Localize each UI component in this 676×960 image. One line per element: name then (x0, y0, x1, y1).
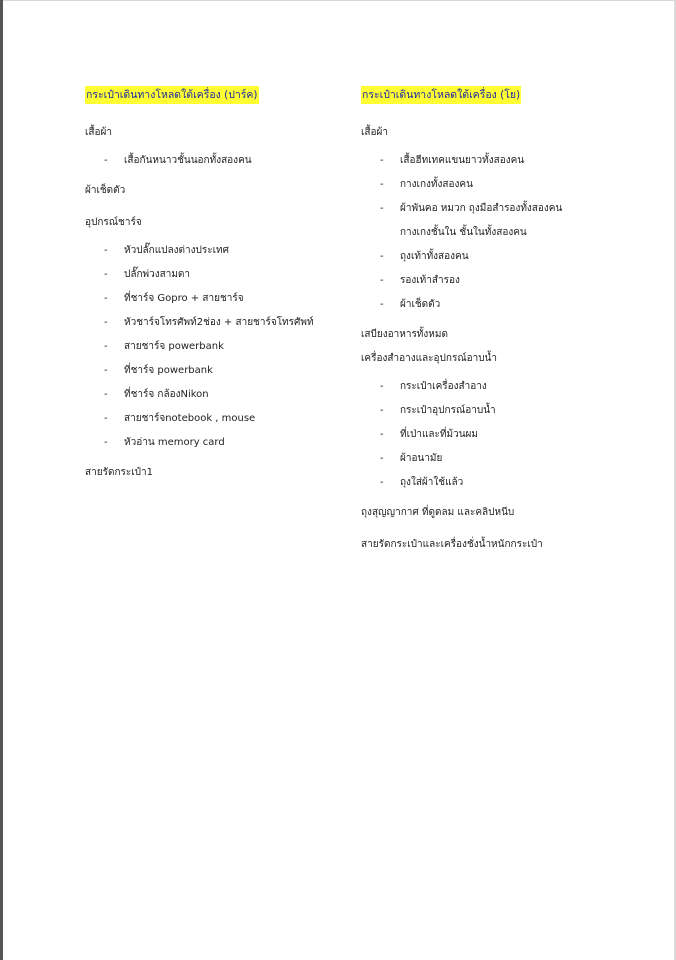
left-clothes-list (85, 149, 335, 173)
list-item: - หัวชาร์จโทรศัพท์2ช่อง + สายชาร์จโทรศัพท์ (85, 311, 335, 335)
list-bullet: - (380, 381, 384, 392)
left-section-clothes-title: เสื้อผ้า (85, 127, 113, 138)
list-bullet: - (380, 299, 384, 310)
list-bullet: - (104, 341, 108, 352)
left-section-chargers-title: อุปกรณ์ชาร์จ (85, 217, 142, 228)
list-item: - ที่ชาร์จ Gopro + สายชาร์จ (85, 287, 335, 311)
list-bullet: - (104, 245, 108, 256)
list-bullet: - (380, 203, 384, 214)
list-bullet: - (104, 437, 108, 448)
page-top-border (0, 0, 676, 1)
list-item-continuation: กางเกงชั้นใน ชั้นในทั้งสองคน (400, 227, 527, 238)
left-section-strap-title: สายรัดกระเป๋า1 (85, 467, 153, 478)
list-bullet: - (380, 429, 384, 440)
right-clothes-list (361, 149, 661, 317)
list-item: - สายชาร์จnotebook , mouse (85, 407, 335, 431)
list-item: - รองเท้าสำรอง (361, 269, 661, 293)
list-item: - ผ้าพันคอ หมวก ถุงมือสำรองทั้งสองคน (361, 197, 661, 221)
list-item: - หัวปลั๊กแปลงต่างประเทศ (85, 239, 335, 263)
list-bullet: - (380, 251, 384, 262)
list-bullet: - (380, 453, 384, 464)
list-item: - ที่เป่าและที่ม้วนผม (361, 423, 661, 447)
right-section-vacuum-bags-title: ถุงสุญญากาศ ที่ดูดลม และคลิปหนีบ (361, 507, 515, 518)
list-bullet: - (104, 293, 108, 304)
list-bullet: - (104, 155, 108, 166)
page-left-border (0, 0, 3, 960)
list-item: - ปลั๊กพ่วงสามตา (85, 263, 335, 287)
list-bullet: - (104, 413, 108, 424)
list-item: - ผ้าอนามัย (361, 447, 661, 471)
list-item: - ที่ชาร์จ กล้องNikon (85, 383, 335, 407)
list-bullet: - (380, 405, 384, 416)
left-chargers-list (85, 239, 335, 455)
list-bullet: - (380, 477, 384, 488)
list-bullet: - (380, 275, 384, 286)
left-heading: กระเป๋าเดินทางโหลดใต้เครื่อง (ปาร์ค) (85, 86, 259, 104)
list-item: - เสื้อฮีทเทคแขนยาวทั้งสองคน (361, 149, 661, 173)
list-item: - ผ้าเช็ดตัว (361, 293, 661, 317)
list-item: - กระเป๋าเครื่องสำอาง (361, 375, 661, 399)
list-item: - เสื้อกันหนาวชั้นนอกทั้งสองคน (85, 149, 335, 173)
list-bullet: - (104, 365, 108, 376)
list-item: - ถุงใส่ผ้าใช้แล้ว (361, 471, 661, 495)
right-section-food-title: เสบียงอาหารทั้งหมด (361, 329, 448, 340)
list-item: - ถุงเท้าทั้งสองคน (361, 245, 661, 269)
list-item: - กางเกงทั้งสองคน (361, 173, 661, 197)
right-toiletries-list (361, 375, 661, 495)
right-section-clothes-title: เสื้อผ้า (361, 127, 389, 138)
list-item: - ที่ชาร์จ powerbank (85, 359, 335, 383)
left-section-towel-title: ผ้าเช็ดตัว (85, 185, 126, 196)
left-column (85, 83, 335, 485)
right-column (361, 83, 661, 557)
list-item: - กระเป๋าอุปกรณ์อาบน้ำ (361, 399, 661, 423)
list-item: - สายชาร์จ powerbank (85, 335, 335, 359)
list-item: - หัวอ่าน memory card (85, 431, 335, 455)
right-section-toiletries-title: เครื่องสำอางและอุปกรณ์อาบน้ำ (361, 353, 498, 364)
list-bullet: - (104, 317, 108, 328)
list-bullet: - (104, 389, 108, 400)
list-bullet: - (104, 269, 108, 280)
right-heading: กระเป๋าเดินทางโหลดใต้เครื่อง (โย) (361, 86, 521, 104)
list-bullet: - (380, 179, 384, 190)
list-bullet: - (380, 155, 384, 166)
right-section-strap-scale-title: สายรัดกระเป๋าและเครื่องชั่งน้ำหนักกระเป๋า (361, 539, 543, 550)
